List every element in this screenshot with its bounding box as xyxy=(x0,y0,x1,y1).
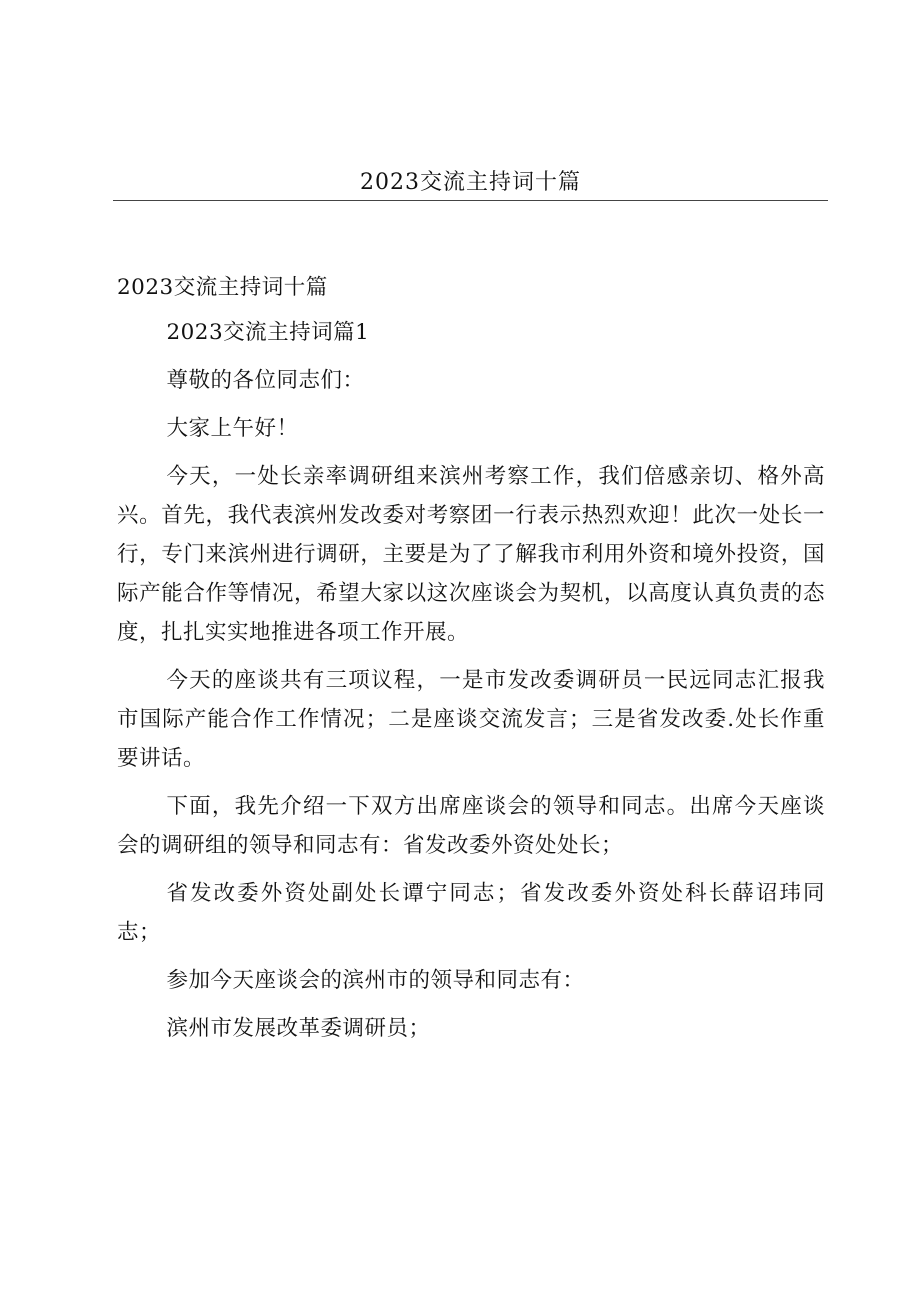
paragraph-introduction: 下面，我先介绍一下双方出席座谈会的领导和同志。出席今天座谈会的调研组的领导和同志有：省发改委外资处处长； xyxy=(117,794,825,858)
document-title: 2023交流主持词十篇 xyxy=(117,275,328,300)
section-heading: 2023交流主持词篇1 xyxy=(166,320,370,345)
running-header-title: 2023交流主持词十篇 xyxy=(360,170,581,195)
paragraph-provincial-attendees: 省发改委外资处副处长谭宁同志；省发改委外资处科长薛诏玮同志； xyxy=(117,881,825,945)
paragraph-city-attendee: 滨州市发展改革委调研员； xyxy=(166,1016,431,1041)
document-body xyxy=(117,268,825,1057)
paragraph-welcome: 今天，一处长亲率调研组来滨州考察工作，我们倍感亲切、格外高兴。首先，我代表滨州发改委对考察团一行表示热烈欢迎！此次一处长一行，专门来滨州进行调研，主要是为了了解我市利用外资和境外投资，国际产能合作等情况，希望大家以这次座谈会为契机，以高度认真负责的态度，扎扎实实地推进各项工作开展。 xyxy=(117,464,825,645)
salutation: 尊敬的各位同志们： xyxy=(166,368,365,393)
paragraph-city-attendees-intro: 参加今天座谈会的滨州市的领导和同志有： xyxy=(166,968,585,993)
paragraph-agenda: 今天的座谈共有三项议程，一是市发改委调研员一民远同志汇报我市国际产能合作工作情况；二是座谈交流发言；三是省发改委.处长作重要讲话。 xyxy=(117,668,825,771)
greeting: 大家上午好！ xyxy=(166,416,299,441)
header-rule xyxy=(113,200,828,201)
